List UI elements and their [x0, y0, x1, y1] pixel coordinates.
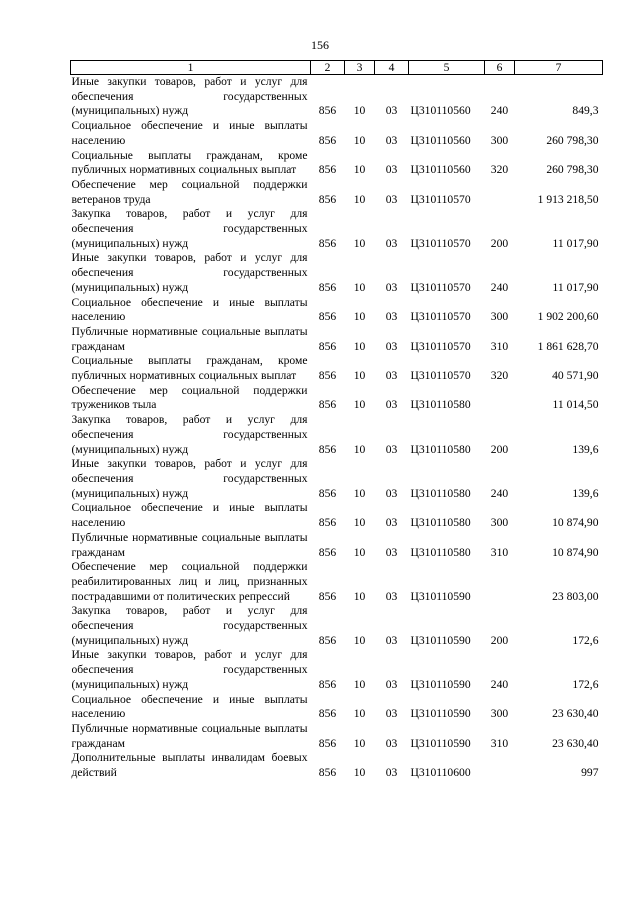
table-row — [71, 178, 603, 207]
column-header-3: 3 — [345, 61, 375, 75]
row-subsection: 03 — [385, 766, 398, 780]
table-header — [71, 61, 603, 75]
row-code: 856 — [318, 766, 337, 780]
table-row — [71, 296, 603, 325]
row-target-article: Ц310110590 — [410, 707, 471, 721]
row-section: 10 — [353, 236, 366, 250]
row-name: Публичные нормативные социальные выплаты гражданам — [71, 324, 308, 353]
row-expense-type: 240 — [490, 677, 509, 691]
row-expense-type: 240 — [490, 104, 509, 118]
row-section: 10 — [353, 104, 366, 118]
row-expense-type: 300 — [490, 516, 509, 530]
row-amount: 23 803,00 — [552, 589, 599, 603]
row-target-article: Ц310110580 — [410, 486, 471, 500]
row-subsection: 03 — [385, 339, 398, 353]
row-amount: 1 913 218,50 — [537, 192, 599, 206]
row-name: Обеспечение мер социальной поддержки тружеников тыла — [71, 383, 308, 412]
row-subsection: 03 — [385, 104, 398, 118]
table-row — [71, 501, 603, 530]
row-target-article: Ц310110580 — [410, 516, 471, 530]
row-amount: 260 798,30 — [546, 133, 599, 147]
table-body — [71, 75, 603, 781]
row-target-article: Ц310110590 — [410, 633, 471, 647]
row-target-article: Ц310110560 — [410, 104, 471, 118]
row-code: 856 — [318, 398, 337, 412]
row-expense-type — [485, 178, 515, 207]
row-section: 10 — [353, 398, 366, 412]
row-subsection: 03 — [385, 398, 398, 412]
row-amount: 10 874,90 — [552, 516, 599, 530]
row-code: 856 — [318, 677, 337, 691]
row-name: Дополнительные выплаты инвалидам боевых действий — [71, 751, 308, 780]
row-target-article: Ц310110590 — [410, 677, 471, 691]
column-header-2: 2 — [311, 61, 345, 75]
row-name: Социальные выплаты гражданам, кроме публичных нормативных социальных выплат — [71, 354, 308, 383]
row-amount: 40 571,90 — [552, 369, 599, 383]
row-name: Социальное обеспечение и иные выплаты населению — [71, 501, 308, 530]
row-code: 856 — [318, 707, 337, 721]
row-amount: 11 017,90 — [552, 236, 599, 250]
row-section: 10 — [353, 280, 366, 294]
row-subsection: 03 — [385, 280, 398, 294]
table-row — [71, 693, 603, 722]
page-number: 156 — [311, 38, 329, 52]
row-expense-type: 300 — [490, 707, 509, 721]
row-amount: 11 017,90 — [552, 280, 599, 294]
row-section: 10 — [353, 163, 366, 177]
row-expense-type: 200 — [490, 236, 509, 250]
row-expense-type: 310 — [490, 339, 509, 353]
budget-table — [70, 60, 603, 781]
row-section: 10 — [353, 192, 366, 206]
row-section: 10 — [353, 369, 366, 383]
row-name: Закупка товаров, работ и услуг для обеспечения государственных (муниципальных) нужд — [71, 413, 308, 456]
row-amount: 1 861 628,70 — [537, 339, 599, 353]
row-expense-type: 300 — [490, 310, 509, 324]
table-row — [71, 75, 603, 120]
table-row — [71, 207, 603, 251]
row-section: 10 — [353, 677, 366, 691]
row-name: Закупка товаров, работ и услуг для обеспечения государственных (муниципальных) нужд — [71, 207, 308, 250]
row-target-article: Ц310110580 — [410, 545, 471, 559]
row-target-article: Ц310110570 — [410, 310, 471, 324]
row-expense-type: 240 — [490, 280, 509, 294]
row-name: Закупка товаров, работ и услуг для обеспечения государственных (муниципальных) нужд — [71, 604, 308, 647]
table-row — [71, 531, 603, 560]
row-name: Иные закупки товаров, работ и услуг для обеспечения государственных (муниципальных) нужд — [71, 648, 308, 691]
row-subsection: 03 — [385, 486, 398, 500]
row-section: 10 — [353, 486, 366, 500]
row-code: 856 — [318, 442, 337, 456]
row-name: Социальное обеспечение и иные выплаты населению — [71, 295, 308, 324]
column-header-6: 6 — [485, 61, 515, 75]
row-code: 856 — [318, 104, 337, 118]
header-row — [71, 61, 603, 75]
row-target-article: Ц310110570 — [410, 280, 471, 294]
table-row — [71, 457, 603, 501]
row-amount: 172,6 — [572, 633, 599, 647]
row-target-article: Ц310110580 — [410, 442, 471, 456]
table-row — [71, 413, 603, 457]
row-section: 10 — [353, 339, 366, 353]
row-name: Обеспечение мер социальной поддержки реабилитированных лиц и лиц, признанных пострадавшими от политических репрессий — [71, 560, 308, 603]
row-target-article: Ц310110570 — [410, 192, 471, 206]
row-subsection: 03 — [385, 633, 398, 647]
row-target-article: Ц310110570 — [410, 369, 471, 383]
column-header-5: 5 — [409, 61, 485, 75]
row-subsection: 03 — [385, 310, 398, 324]
row-expense-type: 200 — [490, 633, 509, 647]
row-code: 856 — [318, 192, 337, 206]
row-section: 10 — [353, 633, 366, 647]
row-amount: 997 — [581, 766, 599, 780]
row-amount: 11 014,50 — [552, 398, 599, 412]
row-expense-type — [485, 384, 515, 413]
row-target-article: Ц310110580 — [410, 398, 471, 412]
row-code: 856 — [318, 516, 337, 530]
row-target-article: Ц310110570 — [410, 236, 471, 250]
row-section: 10 — [353, 707, 366, 721]
row-subsection: 03 — [385, 677, 398, 691]
row-target-article: Ц310110560 — [410, 133, 471, 147]
row-target-article: Ц310110600 — [410, 766, 471, 780]
row-expense-type: 320 — [490, 369, 509, 383]
row-subsection: 03 — [385, 589, 398, 603]
table-row — [71, 119, 603, 148]
table-row — [71, 648, 603, 692]
column-header-4: 4 — [375, 61, 409, 75]
row-target-article: Ц310110590 — [410, 589, 471, 603]
row-subsection: 03 — [385, 163, 398, 177]
row-expense-type: 310 — [490, 736, 509, 750]
row-code: 856 — [318, 236, 337, 250]
row-section: 10 — [353, 545, 366, 559]
row-expense-type: 240 — [490, 486, 509, 500]
row-section: 10 — [353, 766, 366, 780]
row-name: Публичные нормативные социальные выплаты гражданам — [71, 530, 308, 559]
row-code: 856 — [318, 589, 337, 603]
row-target-article: Ц310110560 — [410, 163, 471, 177]
row-section: 10 — [353, 516, 366, 530]
table-row — [71, 722, 603, 751]
column-header-1: 1 — [71, 61, 311, 75]
row-subsection: 03 — [385, 133, 398, 147]
row-amount: 23 630,40 — [552, 707, 599, 721]
row-amount: 260 798,30 — [546, 163, 599, 177]
table-row — [71, 604, 603, 648]
row-section: 10 — [353, 589, 366, 603]
table-row — [71, 751, 603, 780]
column-header-7: 7 — [515, 61, 603, 75]
row-name: Иные закупки товаров, работ и услуг для обеспечения государственных (муниципальных) нужд — [71, 251, 308, 294]
row-name: Социальное обеспечение и иные выплаты населению — [71, 692, 308, 721]
row-name: Иные закупки товаров, работ и услуг для обеспечения государственных (муниципальных) нужд — [71, 75, 308, 118]
row-code: 856 — [318, 736, 337, 750]
row-target-article: Ц310110590 — [410, 736, 471, 750]
row-code: 856 — [318, 310, 337, 324]
row-name: Иные закупки товаров, работ и услуг для обеспечения государственных (муниципальных) нужд — [71, 457, 308, 500]
row-expense-type: 320 — [490, 163, 509, 177]
row-amount: 849,3 — [572, 104, 599, 118]
row-target-article: Ц310110570 — [410, 339, 471, 353]
row-name: Публичные нормативные социальные выплаты гражданам — [71, 721, 308, 750]
row-subsection: 03 — [385, 192, 398, 206]
row-section: 10 — [353, 310, 366, 324]
row-expense-type: 310 — [490, 545, 509, 559]
row-section: 10 — [353, 736, 366, 750]
row-expense-type — [485, 560, 515, 604]
row-expense-type — [485, 751, 515, 780]
row-name: Социальное обеспечение и иные выплаты населению — [71, 119, 308, 147]
row-amount: 1 902 200,60 — [537, 310, 599, 324]
table-row — [71, 354, 603, 383]
table-row — [71, 560, 603, 604]
table-row — [71, 251, 603, 295]
row-code: 856 — [318, 633, 337, 647]
row-subsection: 03 — [385, 516, 398, 530]
row-subsection: 03 — [385, 236, 398, 250]
row-subsection: 03 — [385, 736, 398, 750]
row-name: Обеспечение мер социальной поддержки ветеранов труда — [71, 177, 308, 206]
row-code: 856 — [318, 133, 337, 147]
row-subsection: 03 — [385, 442, 398, 456]
row-subsection: 03 — [385, 545, 398, 559]
row-amount: 172,6 — [572, 677, 599, 691]
row-subsection: 03 — [385, 707, 398, 721]
row-code: 856 — [318, 545, 337, 559]
row-expense-type: 300 — [490, 133, 509, 147]
row-expense-type: 200 — [490, 442, 509, 456]
row-code: 856 — [318, 486, 337, 500]
row-amount: 139,6 — [572, 486, 599, 500]
row-amount: 10 874,90 — [552, 545, 599, 559]
row-code: 856 — [318, 280, 337, 294]
row-section: 10 — [353, 133, 366, 147]
row-name: Социальные выплаты гражданам, кроме публичных нормативных социальных выплат — [71, 148, 308, 177]
row-amount: 139,6 — [572, 442, 599, 456]
row-section: 10 — [353, 442, 366, 456]
table-row — [71, 149, 603, 178]
row-code: 856 — [318, 369, 337, 383]
row-amount: 23 630,40 — [552, 736, 599, 750]
table-row — [71, 325, 603, 354]
row-code: 856 — [318, 339, 337, 353]
row-code: 856 — [318, 163, 337, 177]
row-subsection: 03 — [385, 369, 398, 383]
table-row — [71, 384, 603, 413]
